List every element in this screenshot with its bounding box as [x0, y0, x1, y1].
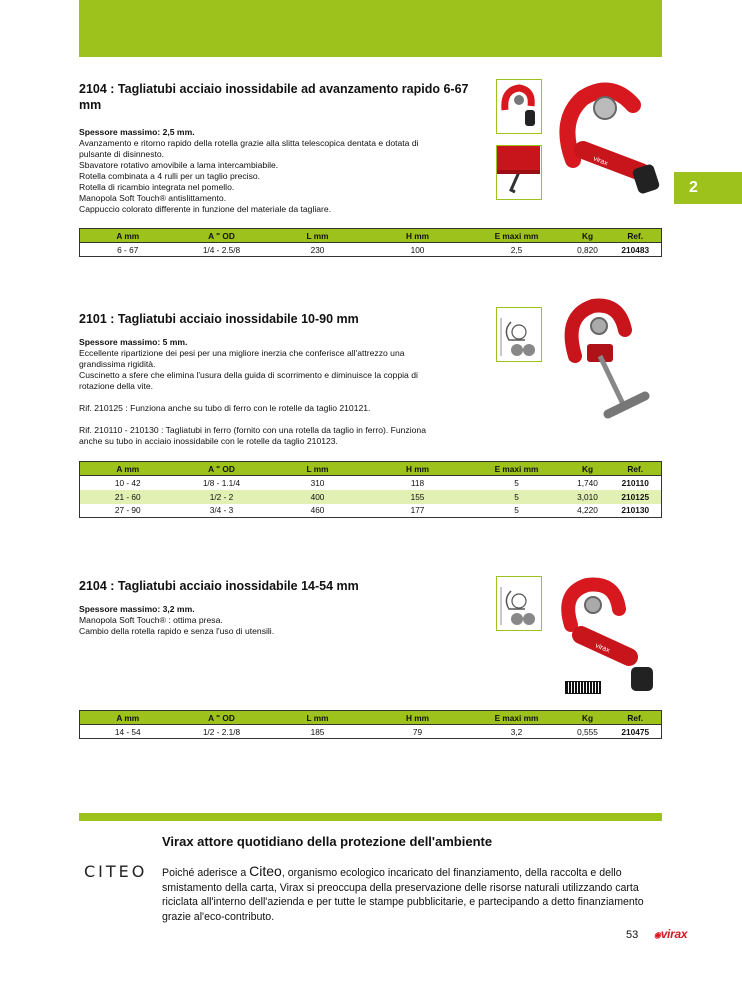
env-text-part: Poiché aderisce a	[162, 867, 250, 879]
table-cell: 1/2 - 2	[176, 490, 268, 504]
col-header: L mm	[268, 711, 368, 725]
col-header: E maxi mm	[468, 229, 566, 243]
table-header-row	[80, 229, 662, 243]
table-header-row	[80, 462, 662, 476]
page-number: 53	[626, 929, 639, 941]
table-cell: 79	[412, 726, 423, 737]
section-title: 2104 : Tagliatubi acciaio inossidabile ad avanzamento rapido 6-67 mm	[79, 82, 469, 112]
table-cell: 185	[310, 726, 325, 737]
table-cell: 0,555	[577, 726, 598, 737]
virax-logo: ◉virax	[654, 927, 688, 941]
table-cell: 1/8 - 1.1/4	[202, 477, 241, 488]
desc-line: Rif. 210125 : Funziona anche su tubo di ferro con le rotelle da taglio 210121.	[79, 403, 371, 413]
brand-text: virax	[660, 927, 688, 941]
desc-line: pulsante di disinnesto.	[79, 149, 165, 159]
col-header: Kg	[566, 462, 610, 476]
table-cell: 5	[468, 490, 566, 504]
table-cell: 1/2 - 2.1/8	[202, 726, 241, 737]
pipe-cutter-2101-image	[553, 296, 668, 436]
table-cell: 230	[310, 244, 325, 255]
section-description	[79, 604, 479, 637]
pipe-cutter-rapid-image	[553, 80, 668, 202]
desc-line: Cappuccio colorato differente in funzione del materiale da tagliare.	[79, 204, 332, 214]
chapter-tab[interactable]: 2	[674, 172, 742, 204]
section-divider	[79, 813, 662, 821]
col-header: A mm	[80, 229, 176, 243]
table-cell: 118	[410, 477, 425, 488]
table-cell: 1/4 - 2.5/8	[202, 244, 241, 255]
desc-line: Spessore massimo: 3,2 mm.	[79, 604, 195, 614]
table-cell: 3/4 - 3	[209, 505, 234, 516]
section-2101	[79, 311, 479, 447]
col-header: L mm	[268, 462, 368, 476]
desc-line: Rif. 210110 - 210130 : Tagliatubi in ferro (fornito con una rotella da taglio in ferro). Funziona	[79, 425, 426, 435]
table-cell: 177	[410, 505, 425, 516]
ref-cell[interactable]: 210475	[610, 725, 662, 739]
col-header: Ref.	[610, 711, 662, 725]
ref-cell[interactable]: 210130	[610, 504, 662, 518]
desc-line: Sbavatore rotativo amovibile a lama intercambiabile.	[79, 160, 279, 170]
col-header: A " OD	[176, 711, 268, 725]
environment-title: Virax attore quotidiano della protezione dell'ambiente	[162, 834, 493, 849]
table-header-row	[80, 711, 662, 725]
table-cell: 155	[368, 490, 468, 504]
ref-cell[interactable]: 210483	[610, 243, 662, 257]
svg-text:virax: virax	[592, 155, 609, 168]
section-2104-14-54	[79, 578, 479, 637]
col-header: Kg	[566, 711, 610, 725]
table-cell: 27 - 90	[80, 504, 176, 518]
ref-cell[interactable]: 210110	[610, 476, 662, 490]
section-2104-rapid	[79, 81, 479, 215]
env-text-part: , organismo ecologico incaricato del finanziamento, della raccolta e dello smistamento della carta, Virax si preoccupa della preservazione delle risorse naturali utilizzando carta riciclata all'interno dell'azienda e per tutte le stampe pubblicitarie, e partecipando a detto finanziamento grazie al'eco-contributo.	[162, 867, 644, 923]
table-cell: 14 - 54	[80, 725, 176, 739]
table-cell: 6 - 67	[80, 243, 176, 257]
top-color-band	[79, 0, 662, 57]
col-header: E maxi mm	[468, 462, 566, 476]
desc-line: anche su tubo in acciaio inossidabile con le rotelle da taglio 210123.	[79, 436, 338, 446]
table-cell: 100	[410, 244, 425, 255]
environment-text	[162, 864, 662, 924]
col-header: A mm	[80, 711, 176, 725]
product-thumbnail-detail[interactable]	[496, 145, 542, 200]
section-description	[79, 337, 479, 447]
section-title: 2101 : Tagliatubi acciaio inossidabile 10-90 mm	[79, 312, 359, 326]
col-header: A " OD	[176, 229, 268, 243]
col-header: Kg	[566, 229, 610, 243]
table-cell: 2,5	[510, 244, 523, 255]
svg-text:virax: virax	[594, 642, 611, 655]
product-thumbnail-top[interactable]	[496, 79, 542, 134]
table-cell: 4,220	[577, 505, 598, 516]
table-cell: 0,820	[577, 244, 598, 255]
table-cell: 3,010	[566, 490, 610, 504]
col-header: H mm	[368, 462, 468, 476]
section-description	[79, 127, 479, 215]
table-cell: 10 - 42	[80, 476, 176, 490]
spec-table-2104-14-54	[79, 710, 662, 739]
dimension-diagram-thumbnail[interactable]	[496, 307, 542, 362]
desc-line: Manopola Soft Touch® antislittamento.	[79, 193, 227, 203]
table-cell: 310	[310, 477, 325, 488]
dimension-diagram-thumbnail[interactable]	[496, 576, 542, 631]
citeo-inline-brand: Citeo	[249, 863, 282, 879]
desc-line: Cuscinetto a sfere che elimina l'usura della guida di scorrimento e diminuisce la coppia di	[79, 370, 418, 380]
section-title: 2104 : Tagliatubi acciaio inossidabile 14-54 mm	[79, 579, 359, 593]
desc-line: Cambio della rotella rapido e senza l'uso di utensili.	[79, 626, 275, 636]
col-header: H mm	[368, 229, 468, 243]
soft-touch-badge-icon	[565, 681, 601, 694]
spec-table-2104-rapid	[79, 228, 662, 257]
table-cell: 5	[514, 477, 519, 488]
table-cell: 460	[310, 505, 325, 516]
desc-line: Spessore massimo: 2,5 mm.	[79, 127, 195, 137]
desc-line: Spessore massimo: 5 mm.	[79, 337, 188, 347]
col-header: Ref.	[610, 462, 662, 476]
table-row	[80, 725, 662, 739]
desc-line: Eccellente ripartizione dei pesi per una migliore inerzia che conferisce all'attrezzo una	[79, 348, 405, 358]
table-cell: 400	[268, 490, 368, 504]
table-cell: 21 - 60	[80, 490, 176, 504]
col-header: E maxi mm	[468, 711, 566, 725]
desc-line: rotazione della vite.	[79, 381, 154, 391]
spec-table-2101	[79, 461, 662, 518]
desc-line: Rotella combinata a 4 rulli per un taglio preciso.	[79, 171, 261, 181]
col-header: H mm	[368, 711, 468, 725]
desc-line: grandissima rigidità.	[79, 359, 156, 369]
table-row	[80, 243, 662, 257]
ref-cell[interactable]: 210125	[610, 490, 662, 504]
desc-line: Rotella di ricambio integrata nel pomello.	[79, 182, 235, 192]
table-row	[80, 476, 662, 490]
table-cell: 5	[514, 505, 519, 516]
col-header: Ref.	[610, 229, 662, 243]
col-header: A " OD	[176, 462, 268, 476]
desc-line: Manopola Soft Touch® : ottima presa.	[79, 615, 223, 625]
col-header: A mm	[80, 462, 176, 476]
table-cell: 3,2	[510, 726, 523, 737]
citeo-logo: CITEO	[84, 862, 148, 881]
table-row	[80, 490, 662, 504]
table-cell: 1,740	[577, 477, 598, 488]
desc-line: Avanzamento e ritorno rapido della rotella grazie alla slitta telescopica dentata e dotata di	[79, 138, 419, 148]
col-header: L mm	[268, 229, 368, 243]
table-row	[80, 504, 662, 518]
